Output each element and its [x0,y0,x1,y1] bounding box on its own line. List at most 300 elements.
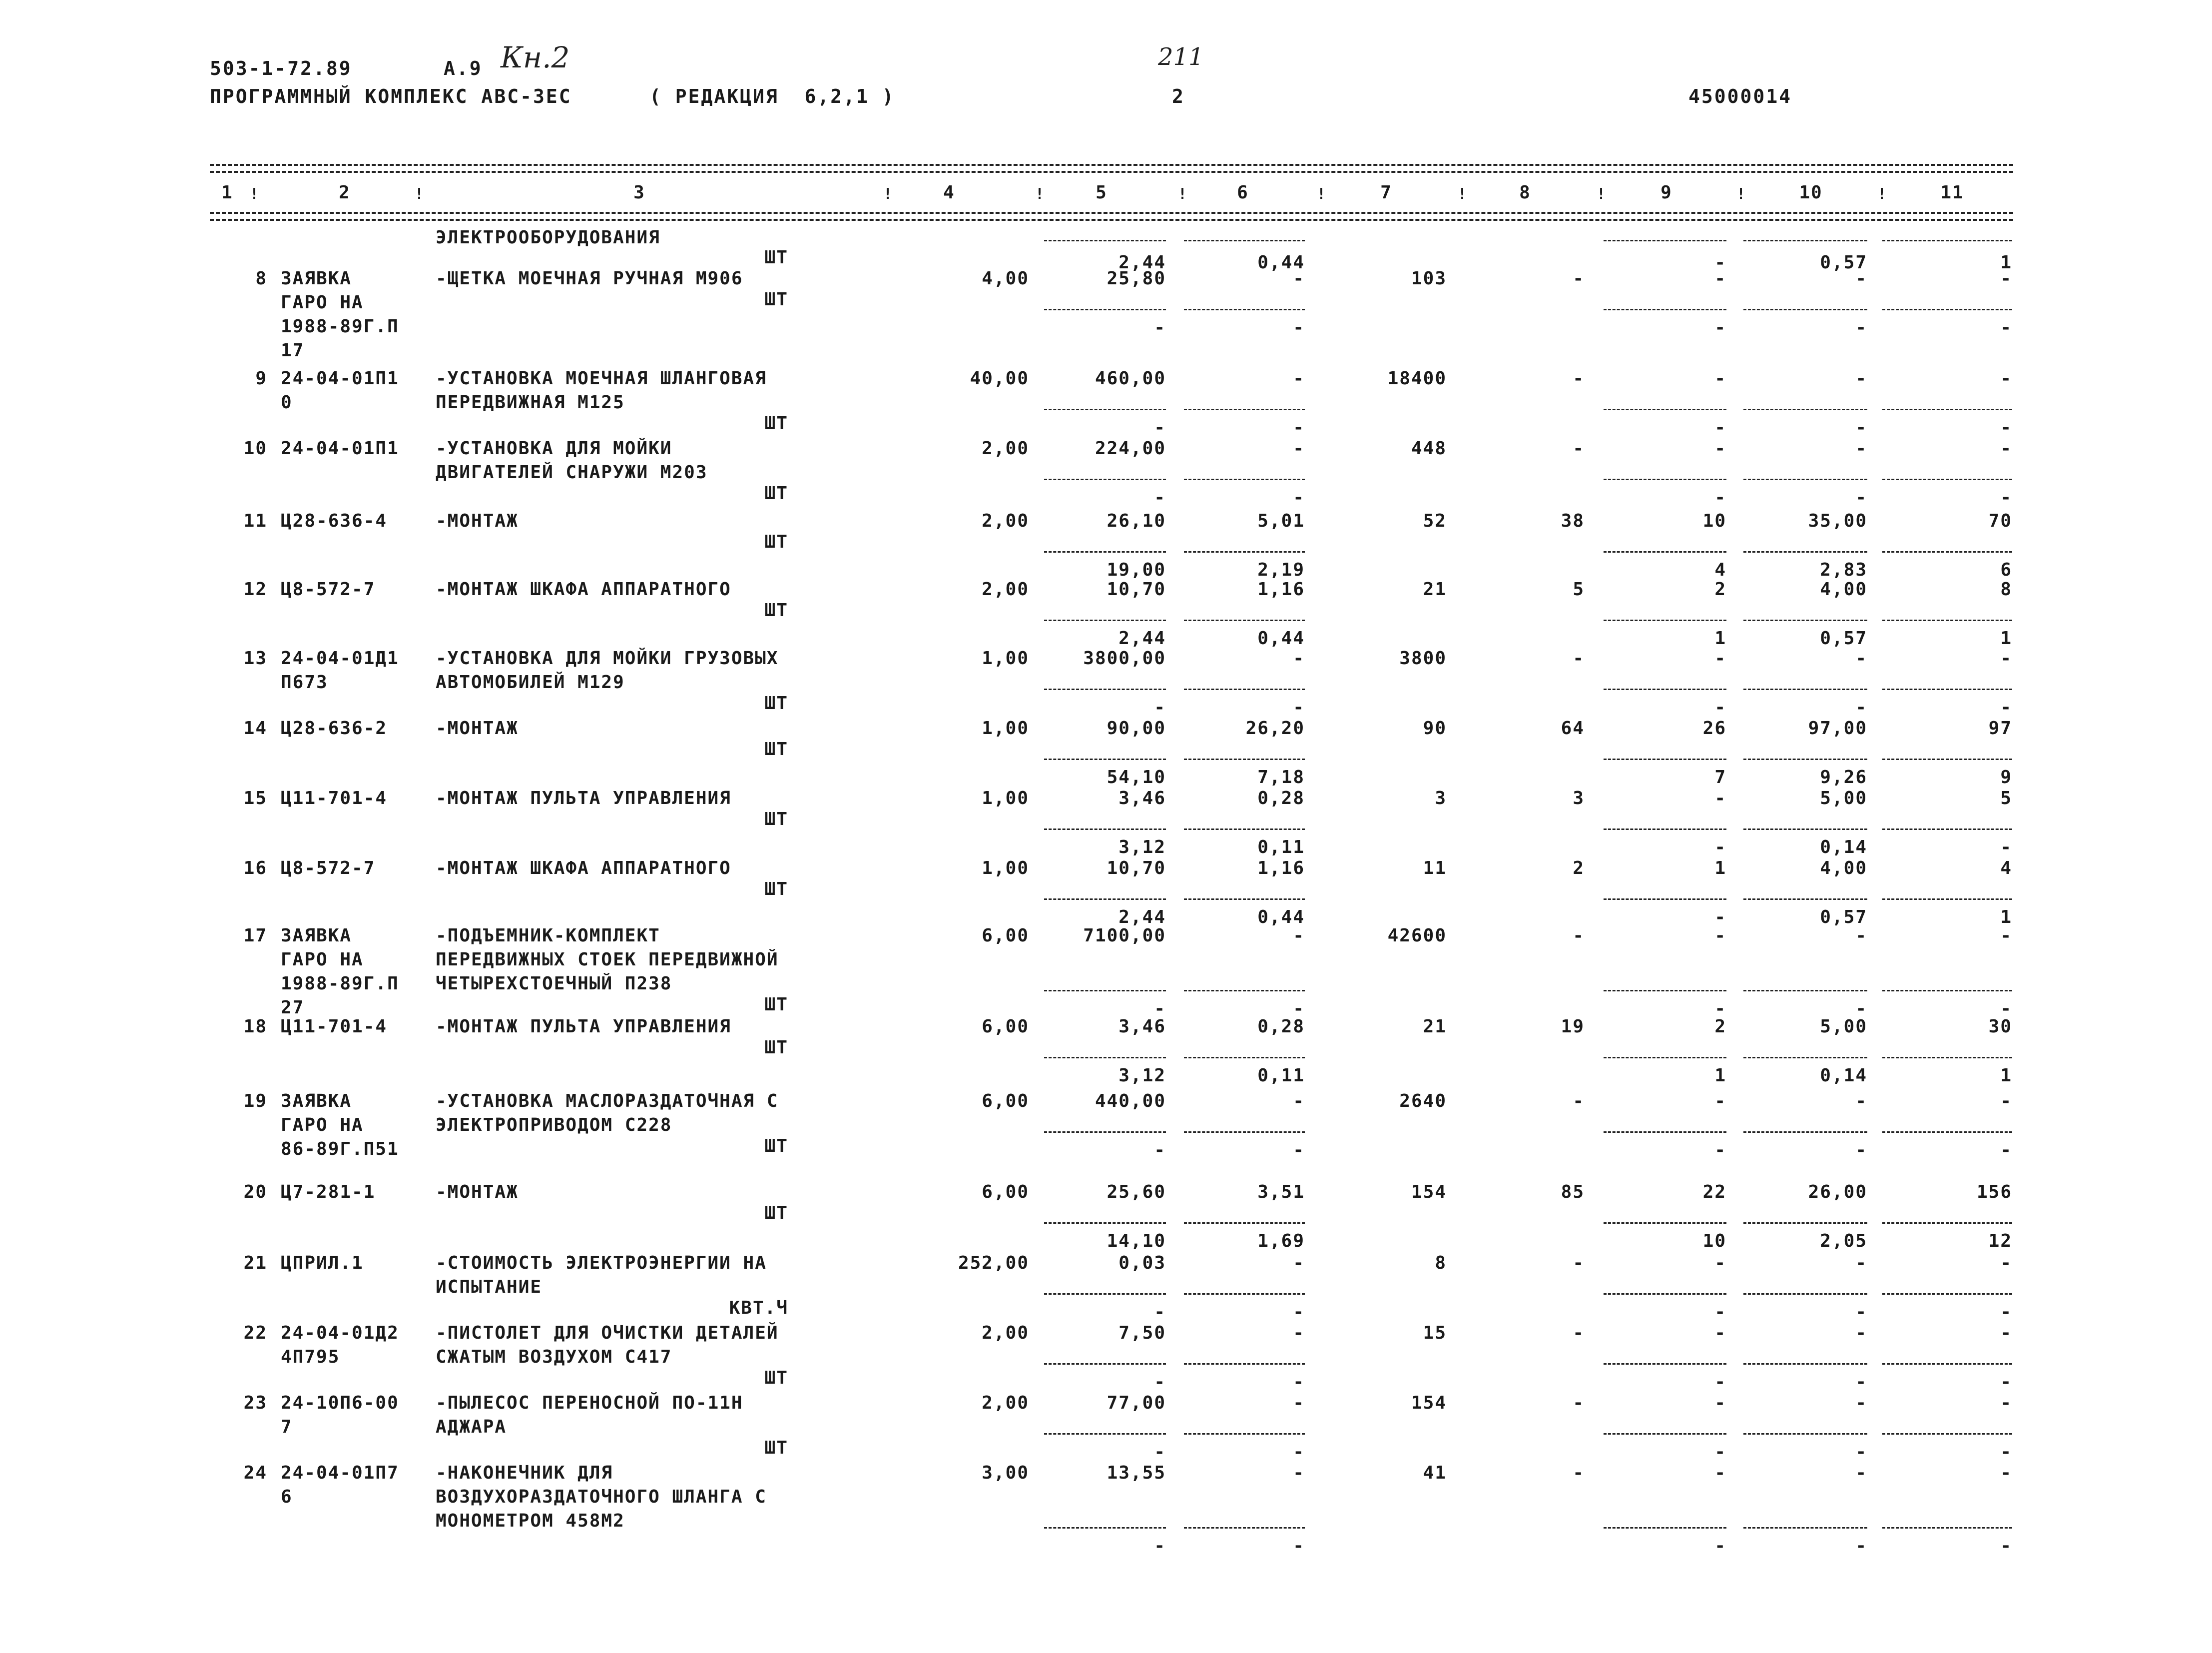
row-description-line: -МОНТАЖ ПУЛЬТА УПРАВЛЕНИЯ [436,788,731,809]
row-col11: - [2000,648,2012,669]
row-col11: 156 [1976,1182,2012,1202]
row-subtotal-rule [1743,479,1867,480]
row-col11-sub: - [2000,697,2012,718]
row-subtotal-rule [1604,1363,1726,1365]
row-col8: - [1573,1253,1585,1273]
row-unit: ШТ [764,693,788,714]
row-col5: 10,70 [1106,858,1166,878]
row-col11: - [2000,1463,2012,1483]
row-subtotal-rule [1882,409,2012,410]
row-col11: - [2000,1253,2012,1273]
row-description-line: СЖАТЫМ ВОЗДУХОМ С417 [436,1347,672,1367]
row-col11-sub: 1 [2000,1065,2012,1086]
row-number: 14 [243,718,267,739]
row-col9-sub: 1 [1714,1065,1726,1086]
row-col10: - [1855,268,1867,289]
row-unit: ШТ [764,879,788,899]
row-description-line: -УСТАНОВКА МАСЛОРАЗДАТОЧНАЯ С [436,1091,779,1111]
row-code-line: 7 [281,1417,293,1437]
row-number: 21 [243,1253,267,1273]
row-col8: - [1573,925,1585,946]
row-col10-sub: - [1855,1536,1867,1556]
row-col9-sub: - [1714,1442,1726,1462]
row-col9: - [1714,1463,1726,1483]
row-col8: 19 [1561,1016,1585,1037]
row-col6-sub: 1,69 [1257,1231,1305,1251]
row-col6: 1,16 [1257,858,1305,878]
row-number: 19 [243,1091,267,1111]
row-col9: - [1714,368,1726,389]
row-unit: ШТ [764,600,788,621]
row-subtotal-rule [1184,1363,1305,1365]
row-col10: - [1855,1463,1867,1483]
sheet-number: 2 [1172,85,1185,107]
row-subtotal-rule [1044,1057,1166,1058]
row-number: 24 [243,1463,267,1483]
row-col9: 1 [1714,858,1726,878]
row-col10: 4,00 [1820,579,1867,600]
row-col8: - [1573,438,1585,459]
column-separator: ! [1458,185,1468,203]
row-subtotal-rule [1743,828,1867,830]
row-col8: - [1573,268,1585,289]
row-quantity: 6,00 [982,1091,1029,1111]
row-subtotal-rule [1743,1057,1867,1058]
row-code-line: 86-89Г.П51 [281,1139,399,1159]
row-col9: - [1714,788,1726,809]
row-col5-sub: 2,44 [1118,628,1166,649]
row-subtotal-rule [1882,620,2012,621]
row-col6-sub: 0,11 [1257,837,1305,857]
column-number: 11 [1940,182,1964,203]
row-col11: - [2000,368,2012,389]
row-col8: 2 [1573,858,1585,878]
row-quantity: 1,00 [982,718,1029,739]
row-col5: 7100,00 [1083,925,1166,946]
row-code-line: 24-04-01Д2 [281,1323,399,1343]
row-code-line: 24-04-01П1 [281,438,399,459]
program-title: ПРОГРАММНЫЙ КОМПЛЕКС АВС-3ЕС [210,85,572,107]
row-col10: - [1855,368,1867,389]
row-subtotal-rule [1882,828,2012,830]
row-subtotal-rule [1743,689,1867,690]
row-col6-sub: - [1293,317,1305,338]
row-quantity: 3,00 [982,1463,1029,1483]
row-col11: 8 [2000,579,2012,600]
row-code-line: ЗАЯВКА [281,268,352,289]
row-col10: - [1855,1253,1867,1273]
row-description-line: -ПЫЛЕСОС ПЕРЕНОСНОЙ ПО-11Н [436,1393,743,1413]
row-subtotal-rule [1184,990,1305,991]
row-col10: - [1855,648,1867,669]
row-subtotal-rule [1743,1131,1867,1133]
row-col5: 13,55 [1106,1463,1166,1483]
row-subtotal-rule [1184,620,1305,621]
row-description-line: ВОЗДУХОРАЗДАТОЧНОГО ШЛАНГА С [436,1487,767,1507]
row-code-line: Ц8-572-7 [281,579,376,600]
row-col6-sub: 0,11 [1257,1065,1305,1086]
row-quantity: 2,00 [982,511,1029,531]
row-col5-sub: - [1154,317,1166,338]
row-col6: - [1293,368,1305,389]
row-subtotal-rule [1604,240,1726,241]
row-unit: ШТ [764,1438,788,1458]
row-col10: - [1855,438,1867,459]
row-subtotal-rule [1184,409,1305,410]
row-col6: 1,16 [1257,579,1305,600]
row-col5-sub: 2,44 [1118,252,1166,273]
row-col5: 0,03 [1118,1253,1166,1273]
row-col11-sub: 9 [2000,767,2012,788]
row-col6: - [1293,1393,1305,1413]
row-col6-sub: 2,19 [1257,560,1305,580]
row-col11: - [2000,1393,2012,1413]
row-description-line: АВТОМОБИЛЕЙ М129 [436,672,625,693]
row-subtotal-rule [1604,759,1726,760]
row-col9-sub: - [1714,417,1726,438]
row-code-line: 24-04-01Д1 [281,648,399,669]
row-col5-sub: 3,12 [1118,837,1166,857]
row-col10-sub: 0,57 [1820,252,1867,273]
row-col6-sub: - [1293,1140,1305,1160]
row-col7: 11 [1423,858,1447,878]
row-col7: 21 [1423,1016,1447,1037]
row-col6: - [1293,1463,1305,1483]
row-col11-sub: - [2000,1372,2012,1392]
row-col10-sub: - [1855,1140,1867,1160]
row-unit: ШТ [764,739,788,760]
row-quantity: 2,00 [982,1393,1029,1413]
row-col5: 77,00 [1106,1393,1166,1413]
row-subtotal-rule [1743,240,1867,241]
row-quantity: 6,00 [982,1182,1029,1202]
row-description-line: -ПИСТОЛЕТ ДЛЯ ОЧИСТКИ ДЕТАЛЕЙ [436,1323,779,1343]
row-subtotal-rule [1604,1222,1726,1224]
row-col6: 3,51 [1257,1182,1305,1202]
row-description-line: -МОНТАЖ [436,1182,519,1202]
row-unit: ШТ [764,1037,788,1058]
row-col11: 30 [1988,1016,2012,1037]
row-col11-sub: 6 [2000,560,2012,580]
row-col9-sub: - [1714,1372,1726,1392]
row-col11-sub: - [2000,837,2012,857]
row-col11-sub: 1 [2000,252,2012,273]
row-description-line: ЭЛЕКТРООБОРУДОВАНИЯ [436,227,660,248]
row-col9: - [1714,1253,1726,1273]
row-subtotal-rule [1743,309,1867,310]
row-subtotal-rule [1743,990,1867,991]
row-subtotal-rule [1604,1527,1726,1529]
row-col6-sub: 0,44 [1257,907,1305,927]
row-subtotal-rule [1604,551,1726,553]
row-subtotal-rule [1044,990,1166,991]
row-subtotal-rule [1044,551,1166,553]
row-number: 11 [243,511,267,531]
row-subtotal-rule [1882,759,2012,760]
row-col5: 10,70 [1106,579,1166,600]
row-subtotal-rule [1044,689,1166,690]
row-col9-sub: 4 [1714,560,1726,580]
row-subtotal-rule [1743,1363,1867,1365]
row-col8: - [1573,1393,1585,1413]
row-description-line: -УСТАНОВКА ДЛЯ МОЙКИ ГРУЗОВЫХ [436,648,779,669]
row-subtotal-rule [1882,1222,2012,1224]
row-col6: 5,01 [1257,511,1305,531]
row-col10-sub: 9,26 [1820,767,1867,788]
row-subtotal-rule [1743,1527,1867,1529]
row-col9: 26 [1702,718,1726,739]
row-subtotal-rule [1184,1433,1305,1435]
row-unit: ШТ [764,1203,788,1223]
row-description-line: -ЩЕТКА МОЕЧНАЯ РУЧНАЯ М906 [436,268,743,289]
row-col8: 85 [1561,1182,1585,1202]
row-description-line: ИСПЫТАНИЕ [436,1277,543,1297]
row-subtotal-rule [1882,990,2012,991]
row-unit: ШТ [764,532,788,552]
row-unit: ШТ [764,289,788,310]
column-separator: ! [1178,185,1188,203]
row-quantity: 1,00 [982,858,1029,878]
row-subtotal-rule [1743,409,1867,410]
row-unit: ШТ [764,413,788,434]
row-col9-sub: - [1714,1140,1726,1160]
album-label: А.9 [444,57,483,79]
row-subtotal-rule [1184,1057,1305,1058]
row-col5-sub: - [1154,487,1166,508]
column-number: 1 [221,182,233,203]
row-subtotal-rule [1882,240,2012,241]
row-code-line: Ц11-701-4 [281,788,388,809]
row-description-line: ПЕРЕДВИЖНЫХ СТОЕК ПЕРЕДВИЖНОЙ [436,949,779,970]
row-col10: 5,00 [1820,788,1867,809]
row-quantity: 2,00 [982,438,1029,459]
row-code-line: 17 [281,340,305,361]
row-col11-sub: - [2000,1140,2012,1160]
row-col5-sub: - [1154,1302,1166,1322]
column-number: 8 [1519,182,1531,203]
row-col11-sub: - [2000,1536,2012,1556]
row-subtotal-rule [1044,409,1166,410]
row-subtotal-rule [1184,309,1305,310]
row-description-line: -МОНТАЖ [436,511,519,531]
row-number: 8 [255,268,267,289]
row-subtotal-rule [1882,1131,2012,1133]
row-subtotal-rule [1184,759,1305,760]
column-number: 4 [943,182,955,203]
row-col6: - [1293,438,1305,459]
row-col9-sub: - [1714,998,1726,1019]
row-code-line: Ц7-281-1 [281,1182,376,1202]
row-col11: - [2000,925,2012,946]
row-subtotal-rule [1044,828,1166,830]
row-code-line: Ц28-636-2 [281,718,388,739]
row-code-line: Ц8-572-7 [281,858,376,878]
row-subtotal-rule [1184,689,1305,690]
row-subtotal-rule [1604,409,1726,410]
row-col10: - [1855,1323,1867,1343]
row-col10-sub: 2,05 [1820,1231,1867,1251]
row-code-line: 24-04-01П7 [281,1463,399,1483]
row-subtotal-rule [1604,1433,1726,1435]
row-col6: - [1293,268,1305,289]
row-col11: 4 [2000,858,2012,878]
row-code-line: 0 [281,392,293,413]
book-handwritten: Кн.2 [501,40,570,74]
row-col6: - [1293,1253,1305,1273]
row-code-line: ГАРО НА [281,292,364,313]
row-subtotal-rule [1184,1131,1305,1133]
row-col10: - [1855,1091,1867,1111]
row-subtotal-rule [1882,1433,2012,1435]
row-subtotal-rule [1044,1222,1166,1224]
row-description-line: -УСТАНОВКА МОЕЧНАЯ ШЛАНГОВАЯ [436,368,767,389]
row-subtotal-rule [1604,1057,1726,1058]
row-subtotal-rule [1184,828,1305,830]
row-col11: 5 [2000,788,2012,809]
row-code-line: Ц28-636-4 [281,511,388,531]
row-col11-sub: 12 [1988,1231,2012,1251]
row-subtotal-rule [1743,551,1867,553]
row-col8: 3 [1573,788,1585,809]
row-unit: ШТ [764,1368,788,1388]
row-number: 23 [243,1393,267,1413]
row-col11-sub: - [2000,998,2012,1019]
row-col5-sub: 2,44 [1118,907,1166,927]
row-col10-sub: - [1855,417,1867,438]
row-code-line: ГАРО НА [281,1115,364,1135]
row-subtotal-rule [1882,1293,2012,1295]
row-code-line: ГАРО НА [281,949,364,970]
row-col7: 21 [1423,579,1447,600]
row-subtotal-rule [1743,1433,1867,1435]
row-subtotal-rule [1882,689,2012,690]
row-subtotal-rule [1882,1363,2012,1365]
row-col8: - [1573,1463,1585,1483]
row-col9-sub: - [1714,697,1726,718]
row-subtotal-rule [1044,1527,1166,1529]
row-col10-sub: - [1855,697,1867,718]
row-col6: 0,28 [1257,1016,1305,1037]
row-col10-sub: - [1855,317,1867,338]
row-description-line: -ПОДЪЕМНИК-КОМПЛЕКТ [436,925,660,946]
row-description-line: ЭЛЕКТРОПРИВОДОМ С228 [436,1115,672,1135]
row-col6: - [1293,1091,1305,1111]
row-description-line: -НАКОНЕЧНИК ДЛЯ [436,1463,613,1483]
row-subtotal-rule [1044,759,1166,760]
row-col5: 3,46 [1118,1016,1166,1037]
column-number: 5 [1096,182,1107,203]
row-col10: 97,00 [1808,718,1867,739]
row-col9-sub: - [1714,1302,1726,1322]
row-col5-sub: - [1154,1372,1166,1392]
row-description-line: -СТОИМОСТЬ ЭЛЕКТРОЭНЕРГИИ НА [436,1253,767,1273]
row-col6: - [1293,648,1305,669]
row-col9-sub: - [1714,487,1726,508]
row-description-line: -МОНТАЖ ПУЛЬТА УПРАВЛЕНИЯ [436,1016,731,1037]
row-col7: 41 [1423,1463,1447,1483]
row-col5-sub: - [1154,1442,1166,1462]
row-col11: - [2000,438,2012,459]
row-col10: 26,00 [1808,1182,1867,1202]
row-quantity: 4,00 [982,268,1029,289]
row-subtotal-rule [1882,898,2012,900]
row-col10: - [1855,925,1867,946]
row-col11: - [2000,1091,2012,1111]
row-subtotal-rule [1184,479,1305,480]
column-separator: ! [1877,185,1888,203]
row-subtotal-rule [1743,898,1867,900]
row-code-line: 1988-89Г.П [281,316,399,337]
row-col5: 3800,00 [1083,648,1166,669]
row-code-line: 1988-89Г.П [281,973,399,994]
row-subtotal-rule [1184,1222,1305,1224]
row-unit: ШТ [764,1136,788,1156]
row-col10-sub: - [1855,487,1867,508]
row-code-line: 24-10П6-00 [281,1393,399,1413]
row-unit: ШТ [764,809,788,829]
column-number: 10 [1799,182,1823,203]
row-col5-sub: - [1154,697,1166,718]
row-col5: 90,00 [1106,718,1166,739]
column-number: 7 [1380,182,1392,203]
row-subtotal-rule [1044,309,1166,310]
row-number: 9 [255,368,267,389]
row-code-line: 27 [281,997,305,1018]
row-subtotal-rule [1604,990,1726,991]
row-subtotal-rule [1604,309,1726,310]
row-col5-sub: 3,12 [1118,1065,1166,1086]
row-subtotal-rule [1184,1527,1305,1529]
column-separator: ! [1317,185,1327,203]
row-col6: - [1293,925,1305,946]
row-col6-sub: - [1293,1302,1305,1322]
row-code-line: ЦПРИЛ.1 [281,1253,364,1273]
row-col7: 3 [1435,788,1447,809]
row-description-line: ЧЕТЫРЕХСТОЕЧНЫЙ П238 [436,973,672,994]
row-col9: - [1714,1323,1726,1343]
row-subtotal-rule [1044,479,1166,480]
column-separator: ! [250,185,260,203]
row-col5: 25,80 [1106,268,1166,289]
row-subtotal-rule [1604,689,1726,690]
row-unit: ШТ [764,994,788,1015]
row-col6-sub: - [1293,697,1305,718]
row-col6-sub: 7,18 [1257,767,1305,788]
row-col9-sub: 1 [1714,628,1726,649]
row-description-line: -МОНТАЖ ШКАФА АППАРАТНОГО [436,579,731,600]
row-col9-sub: - [1714,1536,1726,1556]
row-subtotal-rule [1184,898,1305,900]
row-col5-sub: 54,10 [1106,767,1166,788]
row-col10-sub: 0,57 [1820,628,1867,649]
row-subtotal-rule [1044,1433,1166,1435]
row-col5-sub: - [1154,1140,1166,1160]
row-number: 18 [243,1016,267,1037]
row-col7: 42600 [1387,925,1447,946]
row-subtotal-rule [1882,551,2012,553]
row-col11: 70 [1988,511,2012,531]
column-separator: ! [1736,185,1747,203]
row-quantity: 1,00 [982,788,1029,809]
edition-label: ( РЕДАКЦИЯ 6,2,1 ) [649,85,895,107]
row-unit: КВТ.Ч [729,1298,788,1318]
row-col9: 22 [1702,1182,1726,1202]
row-subtotal-rule [1184,240,1305,241]
row-description-line: ПЕРЕДВИЖНАЯ М125 [436,392,625,413]
row-col7: 2640 [1399,1091,1447,1111]
row-quantity: 252,00 [958,1253,1029,1273]
row-subtotal-rule [1044,1131,1166,1133]
